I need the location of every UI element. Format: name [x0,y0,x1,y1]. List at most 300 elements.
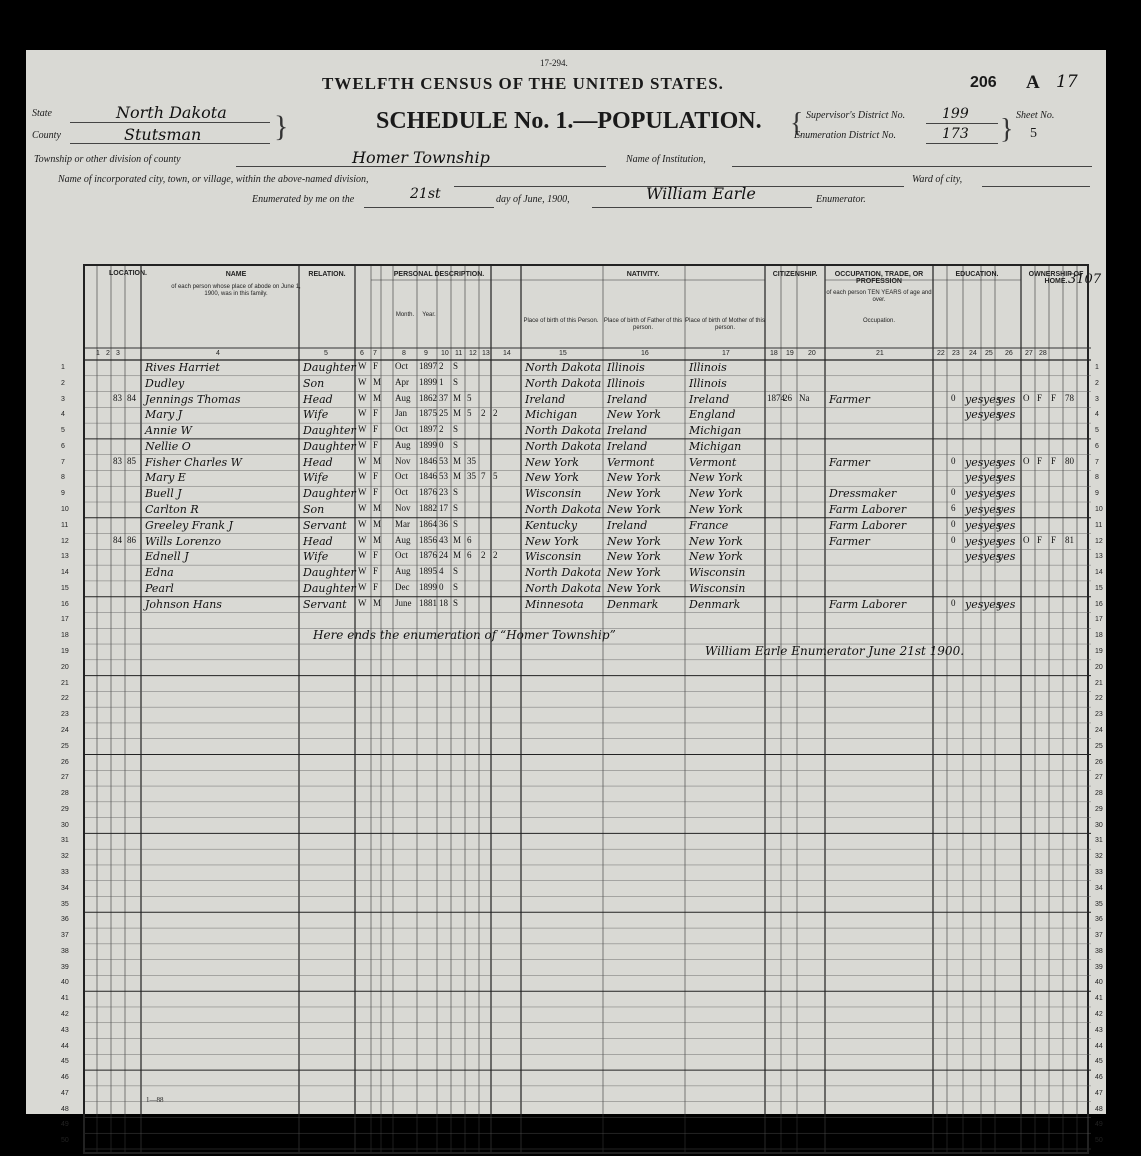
cell-color: W [358,455,367,466]
cell-sex: F [373,424,379,435]
cell-father-birth: Ireland [607,439,648,453]
row-number: 25 [1095,742,1103,750]
cell-month: Oct [395,550,408,561]
enumerated-label: Enumerated by me on the [252,194,355,205]
column-number: 11 [455,350,463,357]
row-number: 31 [1095,837,1103,845]
cell-age: 1 [439,376,444,387]
cell-owned: O [1023,534,1030,545]
cell-family: 86 [127,534,136,545]
cell-name: Wills Lorenzo [145,534,222,548]
column-number: 27 [1025,350,1033,357]
cell-month: Aug [395,566,411,577]
cell-write: yes [983,392,1002,406]
header-ownership: OWNERSHIP OF HOME. [1028,271,1084,285]
row-number: 20 [1095,663,1103,671]
row-number: 20 [61,663,69,671]
row-number: 33 [1095,868,1103,876]
row-number: 41 [61,995,69,1003]
city-label: Name of incorporated city, town, or village, within the above-named division, [58,174,369,185]
row-number: 47 [1095,1089,1103,1097]
row-number: 42 [61,1010,69,1018]
header-year: Year. [422,312,436,318]
cell-relation: Daughter [303,361,356,374]
cell-relation: Son [303,503,325,517]
cell-age: 53 [439,471,448,482]
row-number: 39 [1095,963,1103,971]
cell-month: Nov [395,503,411,514]
county-label: County [32,130,61,141]
row-number: 22 [1095,695,1103,703]
row-number: 9 [61,490,65,498]
cell-read: yes [965,550,984,564]
cell-mother-birth: New York [689,487,743,501]
cell-year: 1846 [419,471,437,482]
cell-write: yes [983,503,1002,517]
cell-natur: Na [799,392,810,403]
cell-year: 1864 [419,518,437,529]
header-name-sub: of each person whose place of abode on June 1, 1900, was in this family. [171,284,301,297]
cell-read: yes [965,487,984,501]
row-number: 27 [1095,774,1103,782]
cell-father-birth: New York [607,534,661,548]
census-sheet: 17-294. TWELFTH CENSUS OF THE UNITED STATES. 206 A 17 State North Dakota County Stutsman } SCHEDULE No. 1.—POPULATION. { Supervisor's District No. 199 Sheet No. Enumeration District No. 173 } 5 Township or other division of county Homer Township Name of Institution, Name of incorporated city, town, or village, within the above-named division, Ward of city, Enumerated by me on the 21st day of June, 1900, William Earle Enumerator. 3107 1—88 [26,50,1106,1114]
row-number: 14 [1095,569,1103,577]
population-table [61,264,1103,1154]
cell-color: W [358,518,367,529]
column-number: 19 [786,350,794,357]
cell-relation: Daughter [303,581,356,595]
row-number: 18 [61,632,69,640]
cell-year: 1881 [419,597,437,608]
cell-schedule: 81 [1065,534,1074,545]
cell-father-birth: Denmark [607,597,659,611]
cell-name: Mary J [145,408,183,422]
cell-farm: F [1051,455,1057,466]
row-number: 23 [1095,711,1103,719]
cell-mother-of: 2 [481,550,486,561]
cell-sex: M [373,518,382,529]
cell-name: Nellie O [145,439,191,453]
cell-father-birth: New York [607,471,661,485]
row-number: 28 [1095,790,1103,798]
cell-relation: Head [303,455,333,469]
cell-year: 1899 [419,439,437,450]
cell-read: yes [965,408,984,422]
cell-father-birth: New York [607,550,661,564]
cell-name: Fisher Charles W [145,455,242,469]
cell-year: 1875 [419,408,437,419]
cell-relation: Servant [303,518,347,532]
row-number: 6 [1095,442,1099,450]
cell-relation: Head [303,534,333,548]
footer-mark: 1—88 [146,1096,164,1104]
column-number: 15 [559,350,567,357]
enumerator-label: Enumerator. [816,194,866,205]
row-number: 45 [61,1058,69,1066]
cell-schedule: 78 [1065,392,1074,403]
cell-free: F [1037,455,1043,466]
cell-living: 2 [493,550,498,561]
cell-sex: M [373,376,382,387]
cell-name: Carlton R [145,503,199,517]
cell-schedule: 80 [1065,455,1074,466]
column-number: 3 [116,350,120,357]
row-number: 30 [1095,821,1103,829]
row-number: 33 [61,868,69,876]
cell-marital: M [453,408,462,419]
cell-color: W [358,534,367,545]
row-number: 32 [61,853,69,861]
cell-marital: S [453,518,459,529]
row-number: 29 [1095,805,1103,813]
row-number: 29 [61,805,69,813]
row-number: 7 [1095,458,1099,466]
cell-sex: M [373,534,382,545]
row-number: 34 [1095,884,1103,892]
cell-years-married: 5 [467,408,472,419]
row-number: 2 [1095,379,1099,387]
margin-note: 3107 [1068,272,1102,287]
header-birth-person: Place of birth of this Person. [523,318,599,324]
row-number: 1 [61,364,65,371]
row-number: 47 [61,1089,69,1097]
row-number: 48 [1095,1105,1103,1113]
column-number: 26 [1005,350,1013,357]
column-number: 6 [360,350,364,357]
row-number: 12 [61,537,69,545]
column-number: 23 [952,350,960,357]
row-number: 16 [1095,600,1103,608]
cell-marital: M [453,471,462,482]
cell-years-married: 6 [467,550,472,561]
cell-years-us: 26 [783,392,792,403]
cell-english: yes [997,597,1016,611]
row-number: 8 [61,474,65,482]
enumerator-name: William Earle [646,184,756,203]
cell-mother-birth: Wisconsin [689,581,746,595]
cell-name: Rives Harriet [145,361,220,374]
row-number: 15 [61,584,69,592]
row-number: 27 [61,774,69,782]
cell-sex: F [373,471,379,482]
cell-relation: Son [303,376,325,390]
cell-english: yes [997,550,1016,564]
cell-month: Oct [395,471,408,482]
cell-months: 0 [951,534,956,545]
cell-english: yes [997,392,1016,406]
cell-age: 37 [439,392,448,403]
cell-marital: M [453,534,462,545]
cell-relation: Servant [303,597,347,611]
row-number: 35 [1095,900,1103,908]
cell-name: Johnson Hans [145,597,222,611]
cell-mother-birth: Wisconsin [689,566,746,580]
column-number: 21 [876,350,884,357]
cell-mother-birth: Illinois [689,361,727,374]
cell-color: W [358,471,367,482]
header-birth-father: Place of birth of Father of this person. [603,318,683,331]
row-number: 24 [1095,726,1103,734]
row-number: 45 [1095,1058,1103,1066]
cell-owned: O [1023,392,1030,403]
cell-year: 1897 [419,424,437,435]
cell-father-birth: New York [607,566,661,580]
cell-farm: F [1051,392,1057,403]
cell-birth: North Dakota [525,361,602,374]
township-label: Township or other division of county [34,154,181,165]
cell-sex: F [373,408,379,419]
cell-color: W [358,376,367,387]
cell-mother-birth: Vermont [689,455,737,469]
header-nativity: NATIVITY. [626,271,660,278]
cell-months: 0 [951,487,956,498]
cell-name: Annie W [145,424,192,438]
cell-birth: Minnesota [525,597,584,611]
row-number: 6 [61,442,65,450]
header-citizenship: CITIZENSHIP. [772,271,818,278]
row-number: 10 [61,506,69,514]
cell-month: Aug [395,439,411,450]
cell-years-married: 5 [467,392,472,403]
schedule-title: SCHEDULE No. 1.—POPULATION. [376,108,762,134]
cell-write: yes [983,597,1002,611]
cell-father-birth: New York [607,581,661,595]
cell-name: Buell J [145,487,182,501]
row-number: 31 [61,837,69,845]
cell-color: W [358,439,367,450]
row-number: 13 [1095,553,1103,561]
column-number: 4 [216,350,220,357]
row-number: 19 [1095,648,1103,656]
cell-months: 0 [951,597,956,608]
row-number: 11 [1095,521,1103,529]
cell-birth: Michigan [525,408,578,422]
cell-year: 1899 [419,581,437,592]
cell-read: yes [965,534,984,548]
cell-color: W [358,550,367,561]
column-number: 16 [641,350,649,357]
cell-relation: Daughter [303,566,356,580]
row-number: 19 [61,648,69,656]
row-number: 5 [1095,427,1099,435]
cell-english: yes [997,487,1016,501]
cell-birth: North Dakota [525,503,602,517]
cell-month: Oct [395,487,408,498]
cell-english: yes [997,503,1016,517]
row-number: 17 [61,616,69,624]
header-occupation-sub: of each person TEN YEARS of age and over. [826,290,932,303]
cell-birth: North Dakota [525,566,602,580]
cell-father-birth: New York [607,503,661,517]
cell-english: yes [997,408,1016,422]
header-occupation: OCCUPATION, TRADE, OR PROFESSION [834,271,924,285]
cell-name: Edna [145,566,174,580]
cell-color: W [358,581,367,592]
cell-birth: North Dakota [525,376,602,390]
cell-mother-birth: New York [689,534,743,548]
cell-birth: New York [525,534,579,548]
cell-birth: Wisconsin [525,487,582,501]
cell-year: 1876 [419,550,437,561]
cell-write: yes [983,471,1002,485]
page-letter: A [1026,72,1040,93]
cell-occupation: Farm Laborer [829,503,907,517]
cell-mother-birth: New York [689,550,743,564]
row-number: 4 [1095,411,1099,419]
cell-sex: M [373,597,382,608]
cell-months: 0 [951,518,956,529]
row-number: 21 [61,679,69,687]
column-number: 24 [969,350,977,357]
cell-month: June [395,597,412,608]
cell-relation: Wife [303,408,329,422]
page-number: 206 [970,74,997,91]
row-number: 40 [61,979,69,987]
cell-immig: 1874 [767,392,785,403]
row-number: 4 [61,411,65,419]
cell-month: Mar [395,518,410,529]
row-number: 18 [1095,632,1103,640]
signature: William Earle Enumerator June 21st 1900. [705,644,965,658]
cell-age: 23 [439,487,448,498]
cell-father-birth: Illinois [607,361,645,374]
cell-year: 1897 [419,361,437,371]
row-number: 46 [61,1074,69,1082]
cell-name: Dudley [145,376,185,390]
cell-months: 0 [951,392,956,403]
row-number: 37 [61,932,69,940]
cell-mother-birth: New York [689,471,743,485]
cell-dwelling: 83 [113,455,122,466]
cell-color: W [358,503,367,514]
row-number: 14 [61,569,69,577]
cell-month: Dec [395,581,410,592]
cell-marital: S [453,503,459,514]
cell-mother-birth: Illinois [689,376,727,390]
row-number: 24 [61,726,69,734]
column-number: 9 [424,350,428,357]
cell-marital: S [453,424,459,435]
cell-write: yes [983,550,1002,564]
cell-age: 4 [439,566,444,577]
cell-age: 24 [439,550,448,561]
row-number: 44 [1095,1042,1103,1050]
cell-mother-birth: New York [689,503,743,517]
cell-year: 1862 [419,392,437,403]
cell-name: Greeley Frank J [145,518,233,532]
cell-free: F [1037,534,1043,545]
cell-relation: Daughter [303,424,356,438]
cell-birth: Ireland [525,392,566,406]
enumerated-day: 21st [410,186,441,202]
cell-english: yes [997,518,1016,532]
cell-english: yes [997,455,1016,469]
cell-read: yes [965,392,984,406]
cell-read: yes [965,597,984,611]
cell-birth: New York [525,455,579,469]
row-number: 38 [61,947,69,955]
row-number: 38 [1095,947,1103,955]
cell-father-birth: Illinois [607,376,645,390]
row-number: 34 [61,884,69,892]
row-number: 32 [1095,853,1103,861]
cell-marital: M [453,455,462,466]
cell-age: 43 [439,534,448,545]
cell-father-birth: Ireland [607,424,648,438]
cell-marital: S [453,361,459,371]
cell-relation: Head [303,392,333,406]
row-number: 50 [1095,1137,1103,1145]
enum-district-value: 173 [942,126,969,142]
cell-sex: F [373,581,379,592]
row-number: 40 [1095,979,1103,987]
cell-occupation: Farmer [829,534,870,548]
row-number: 26 [61,758,69,766]
cell-birth: Kentucky [525,518,578,532]
header-location: LOCATION. [109,270,147,277]
cell-months: 6 [951,503,956,514]
cell-sex: F [373,550,379,561]
cell-birth: North Dakota [525,439,602,453]
row-number: 15 [1095,584,1103,592]
sheet-value: 5 [1030,126,1037,141]
cell-name: Pearl [145,581,174,595]
cell-age: 0 [439,581,444,592]
row-number: 26 [1095,758,1103,766]
cell-occupation: Farmer [829,455,870,469]
main-title: TWELFTH CENSUS OF THE UNITED STATES. [322,74,724,93]
header-birth-mother: Place of birth of Mother of this person. [685,318,765,331]
cell-marital: M [453,392,462,403]
cell-father-birth: New York [607,487,661,501]
header-occupation-col: Occupation. [862,318,896,324]
row-number: 23 [61,711,69,719]
row-number: 41 [1095,995,1103,1003]
row-number: 50 [61,1137,69,1145]
form-number: 17-294. [540,58,568,68]
row-number: 9 [1095,490,1099,498]
cell-english: yes [997,534,1016,548]
cell-write: yes [983,518,1002,532]
column-number: 22 [937,350,945,357]
supervisor-value: 199 [942,106,969,122]
county-value: Stutsman [124,125,202,144]
cell-year: 1876 [419,487,437,498]
cell-sex: M [373,455,382,466]
cell-birth: New York [525,471,579,485]
header-name: NAME [225,271,247,278]
cell-family: 84 [127,392,136,403]
row-number: 21 [1095,679,1103,687]
column-number: 14 [503,350,511,357]
row-number: 37 [1095,932,1103,940]
end-note: Here ends the enumeration of “Homer Township” [313,628,616,642]
cell-year: 1899 [419,376,437,387]
cell-name: Jennings Thomas [145,392,241,406]
cell-mother-birth: Denmark [689,597,741,611]
row-number: 11 [61,521,69,529]
row-number: 49 [61,1121,69,1129]
page-number-hand: 17 [1056,72,1078,92]
row-number: 46 [1095,1074,1103,1082]
column-number: 10 [441,350,449,357]
cell-age: 53 [439,455,448,466]
cell-year: 1895 [419,566,437,577]
cell-age: 18 [439,597,448,608]
cell-relation: Wife [303,550,329,564]
cell-father-birth: Vermont [607,455,655,469]
